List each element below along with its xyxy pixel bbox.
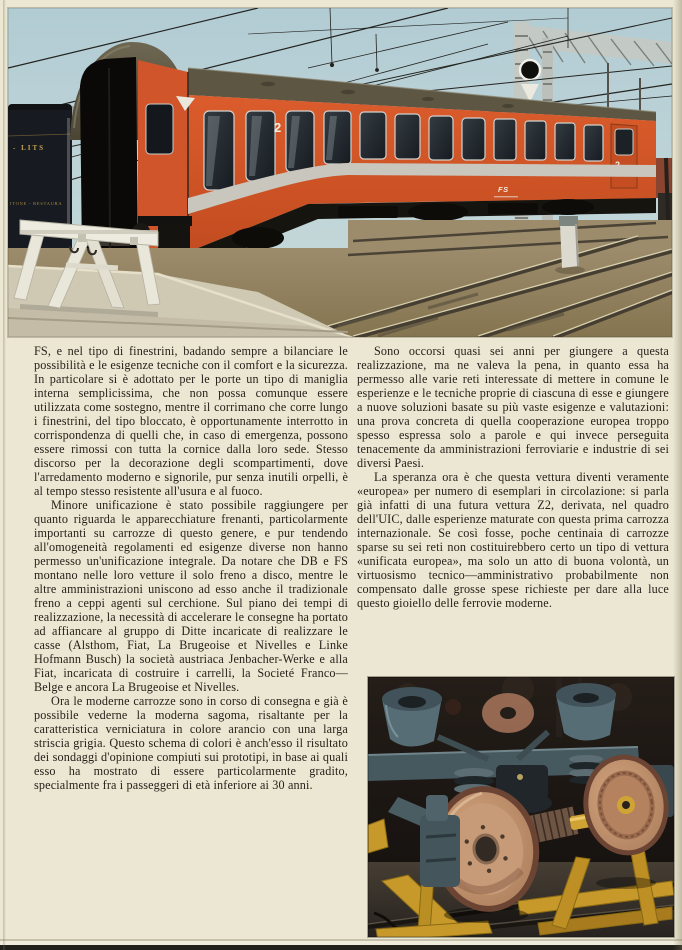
- train-class-digit: 2: [274, 120, 282, 135]
- paragraph: Sono occorsi quasi sei anni per giungere a questa realizzazione, ma ne valeva la pena, in quanto essa ha permesso alle varie reti interessate di mettere in comune le esperienze e le tecniche proprie di ciascuna di esse e giungere a nuove soluzioni basate su più vaste esigenze e valutazioni: una prova concreta di quella cooperazione europea troppo spesso espressa solo a parole e qui invece perseguita tenacemente da amministrazioni ferroviarie e industrie di sei diversi Paesi.: [357, 344, 669, 470]
- bottom-photo-illustration: [368, 677, 674, 937]
- background-wheel: [482, 693, 534, 733]
- paragraph: La speranza ora è che questa vettura diventi veramente «europea» per numero di esemplari in circolazione: si parla già infatti di una futura vettura Z2, derivata, nel quadro dell'UIC, dalle esperienze maturate con questa prima carrozza internazionale. Se così fosse, poche centinaia di carrozze sparse su sei reti non costituirebbero certo un tipo di vettura «unificata europea», ma solo un atto di buona volontà, un virtuosismo tecnico—amministrativo probabilmente non compensato dalle grosse spese richieste per dare alla luce questo gioiello delle ferrovie moderne.: [357, 470, 669, 610]
- paragraph: FS, e nel tipo di finestrini, badando sempre a bilanciare le possibilità e le esigenze tecniche con il comfort e la sicurezza. In particolare si è adottato per le porte un tipo di maniglia interna semplicissima, che non possa comunque essere utilizzata come sostegno, mentre il corrimano che corre lungo i finestrini, del tipo bloccato, è opportunamente interrotto in corrispondenza di quelli che, in caso di emergenza, possono essere rimossi con tutta la cornice dalla loro sede. Stesso discorso per la decorazione degli scompartimenti, dove l'arredamento moderno e signorile, pur senza inutili orpelli, è al tempo stesso resistente all'usura e al fuoco.: [34, 344, 348, 498]
- article-left-column: [34, 344, 348, 792]
- sleeping-car-lettering-small: ITONE - RESTAURA: [10, 201, 63, 206]
- top-photo-orange-carriage: [8, 8, 672, 337]
- paragraph: Ora le moderne carrozze sono in corso di consegna e già è possibile vederne la moderna sagoma, risaltante per la caratteristica verniciatura in colore arancio con una larga striscia grigia. Questo schema di colori è anch'esso il risultato dei sondaggi d'opinione compiuti sui prototipi, in base ai quali esso ha mostrato di essere particolarmente gradito, specialmente fra i passeggeri di età inferiore ai 30 anni.: [34, 694, 348, 792]
- paragraph: Minore unificazione è stato possibile raggiungere per quanto riguarda le apparecchiature frenanti, particolarmente importanti su carrozze di questo genere, e pur tendendo all'omogeneità regolamenti ed esigenze diverse non hanno permesso un'unificazione integrale. Da notare che DB e FS montano nelle loro vetture il solo freno a disco, mentre le altre amministrazioni uniscono ad esso anche il tradizionale freno a ceppi agenti sul cerchione. Sul piano dei tempi di realizzazione, la necessità di accelerare le consegne ha portato ad affiancare al gruppo di Ditte incaricate di realizzare le casse (Alsthom, Fiat, La Brugeoise et Nivelles e Linke Hofmann Busch) la società austriaca Jenbacher-Werke e alla Fiat, incaricata di costruire i carrelli, la Societé Franco—Belge e ancora La Brugeoise et Nivelles.: [34, 498, 348, 694]
- top-photo-illustration: [8, 8, 672, 337]
- article-right-column: [357, 344, 669, 610]
- fs-logo: FS: [498, 185, 509, 194]
- book-edge: [0, 945, 682, 950]
- bottom-photo-bogie: [368, 677, 674, 937]
- sleeping-car-lettering: - LITS: [13, 144, 46, 152]
- wheel-shadow: [596, 877, 656, 889]
